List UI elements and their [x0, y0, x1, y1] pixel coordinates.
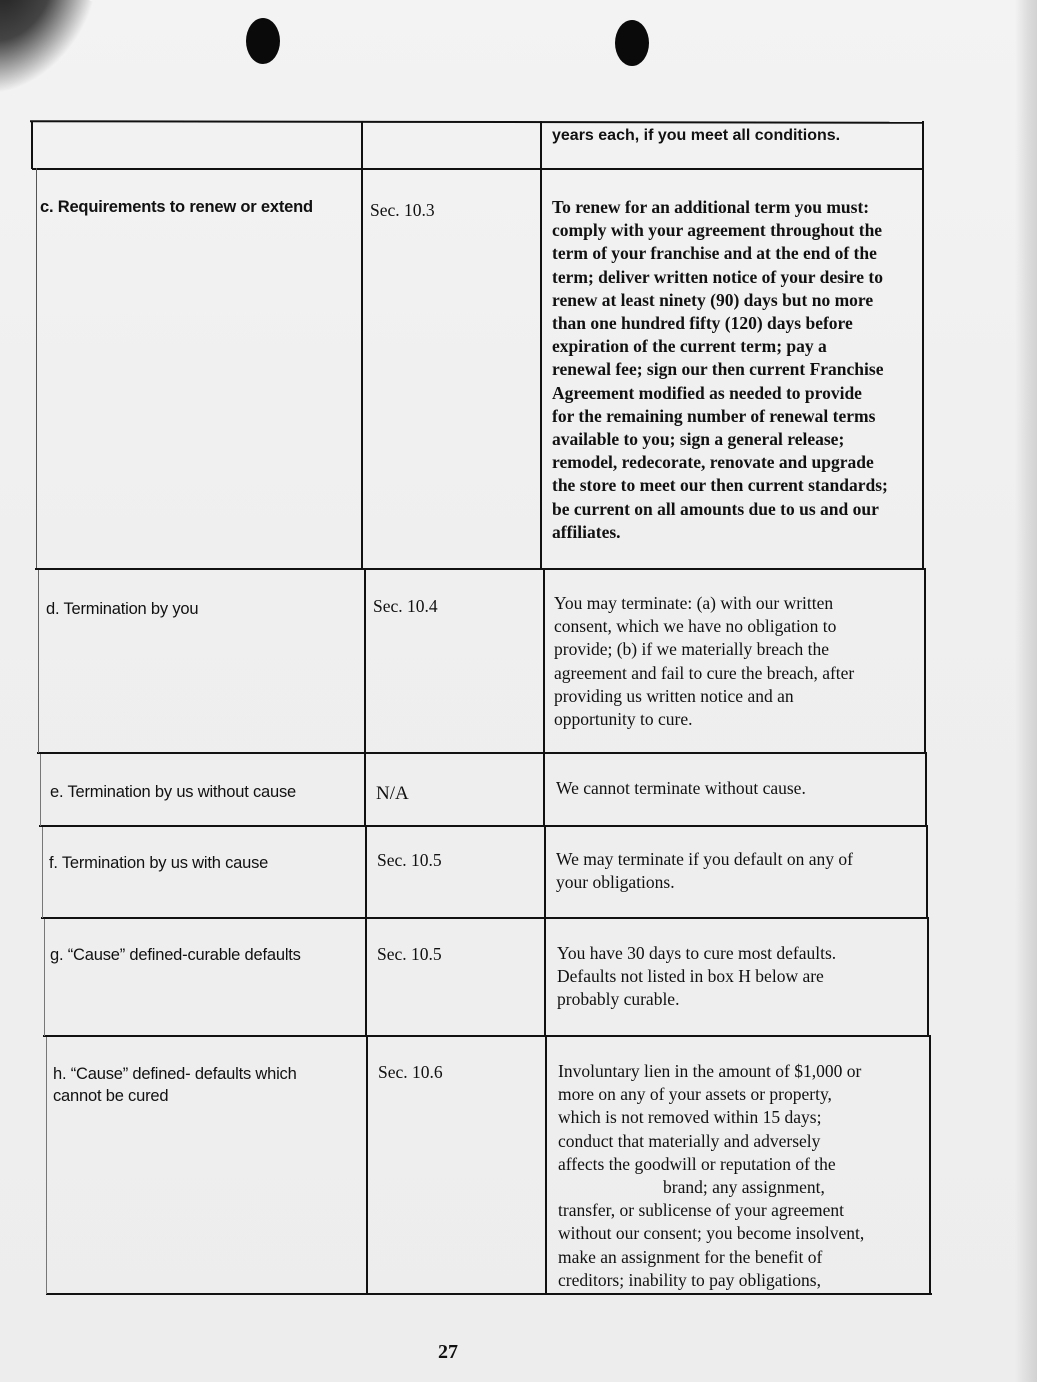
table-rule	[37, 752, 927, 754]
summary-line: renewal fee; sign our then current Franchise	[552, 359, 884, 380]
column-divider	[365, 917, 367, 1035]
table-border-right	[924, 568, 926, 753]
provision-line: h. “Cause” defined- defaults which	[53, 1065, 297, 1083]
column-divider	[544, 917, 546, 1035]
summary-line: your obligations.	[556, 872, 675, 893]
summary-line: remodel, redecorate, renovate and upgrade	[552, 452, 874, 473]
column-divider	[361, 121, 363, 568]
summary-line: opportunity to cure.	[554, 709, 693, 730]
summary-line: providing us written notice and an	[554, 685, 794, 706]
summary-line: expiration of the current term; pay a	[552, 336, 827, 357]
table-rule	[41, 917, 929, 919]
summary-line: Involuntary lien in the amount of $1,000 or	[558, 1061, 862, 1081]
summary-line: be current on all amounts due to us and our	[552, 498, 879, 519]
summary-cell: years each, if you meet all conditions.	[552, 127, 841, 144]
table-rule	[46, 1293, 932, 1295]
table-border-left	[42, 827, 43, 918]
punch-hole-icon	[246, 18, 280, 64]
page-corner-shadow	[0, 0, 96, 128]
table-border-left	[44, 919, 45, 1036]
summary-line: which is not removed within 15 days;	[558, 1107, 822, 1128]
summary-line: available to you; sign a general release;	[552, 429, 845, 450]
summary-line: brand; any assignment,	[663, 1177, 825, 1198]
summary-line: consent, which we have no obligation to	[554, 616, 837, 637]
summary-line: agreement and fail to cure the breach, after	[554, 662, 855, 683]
summary-line: term; deliver written notice of your desire to	[552, 266, 883, 287]
table-rule	[32, 168, 924, 170]
column-divider	[540, 121, 542, 568]
summary-cell	[557, 942, 927, 1012]
provision-cell: d. Termination by you	[46, 600, 199, 618]
table-border-left	[46, 1037, 47, 1294]
summary-line: the store to meet our then current standards;	[552, 475, 888, 496]
summary-cell	[554, 592, 924, 731]
section-cell: N/A	[376, 783, 409, 804]
summary-line: conduct that materially and adversely	[558, 1130, 821, 1151]
summary-line: comply with your agreement throughout the	[552, 220, 883, 241]
summary-line: Defaults not listed in box H below are	[557, 966, 824, 987]
column-divider	[544, 825, 546, 917]
provision-cell: e. Termination by us without cause	[50, 783, 297, 801]
summary-line: renew at least ninety (90) days but no more	[552, 289, 874, 310]
summary-line: To renew for an additional term you must:	[552, 197, 870, 217]
summary-line: than one hundred fifty (120) days before	[552, 313, 853, 334]
page-number: 27	[438, 1341, 458, 1363]
summary-line: without our consent; you become insolvent,	[558, 1223, 865, 1244]
table-border-left	[36, 168, 37, 568]
table-border-right	[922, 121, 924, 568]
section-cell: Sec. 10.4	[373, 596, 438, 616]
provision-cell: f. Termination by us with cause	[49, 854, 269, 872]
table-border-left	[38, 570, 39, 753]
table-border-right	[926, 825, 928, 917]
table-border-left	[31, 121, 33, 169]
summary-line: probably curable.	[557, 989, 680, 1010]
column-divider	[543, 753, 545, 825]
summary-line: affects the goodwill or reputation of the	[558, 1153, 836, 1174]
summary-line: creditors; inability to pay obligations,	[558, 1269, 821, 1290]
table-rule	[43, 1035, 930, 1037]
punch-hole-icon	[615, 20, 649, 66]
column-divider	[364, 568, 366, 753]
provision-line: cannot be cured	[53, 1087, 169, 1105]
provision-cell	[53, 1063, 297, 1107]
section-cell: Sec. 10.6	[378, 1062, 443, 1082]
summary-cell	[558, 1060, 930, 1292]
summary-line: more on any of your assets or property,	[558, 1084, 832, 1105]
summary-line: We may terminate if you default on any of	[556, 849, 853, 869]
provision-cell: c. Requirements to renew or extend	[40, 198, 313, 216]
column-divider	[364, 753, 366, 825]
column-divider	[545, 1035, 547, 1293]
summary-cell	[556, 777, 926, 800]
provision-cell: g. “Cause” defined-curable defaults	[50, 946, 301, 964]
section-cell: Sec. 10.5	[377, 944, 442, 964]
table-border-right	[927, 917, 929, 1035]
section-cell: Sec. 10.3	[370, 200, 435, 220]
summary-line: for the remaining number of renewal terms	[552, 405, 876, 426]
summary-line: term of your franchise and at the end of the	[552, 243, 877, 264]
section-cell: Sec. 10.5	[377, 850, 442, 870]
summary-line: affiliates.	[552, 521, 621, 542]
column-divider	[366, 1035, 368, 1293]
summary-cell	[552, 196, 922, 544]
summary-line: We cannot terminate without cause.	[556, 778, 806, 798]
summary-line: make an assignment for the benefit of	[558, 1246, 823, 1267]
table-border-left	[40, 754, 41, 826]
column-divider	[365, 825, 367, 917]
column-divider	[543, 568, 545, 753]
summary-line: Agreement modified as needed to provide	[552, 382, 862, 403]
summary-line: provide; (b) if we materially breach the	[554, 639, 830, 660]
table-rule	[35, 568, 926, 570]
page-edge-shadow	[1015, 0, 1037, 1382]
table-rule	[39, 825, 928, 827]
summary-line: You have 30 days to cure most defaults.	[557, 943, 837, 963]
summary-line: transfer, or sublicense of your agreement	[558, 1200, 844, 1221]
summary-line: You may terminate: (a) with our written	[554, 593, 834, 613]
summary-cell	[556, 848, 926, 894]
